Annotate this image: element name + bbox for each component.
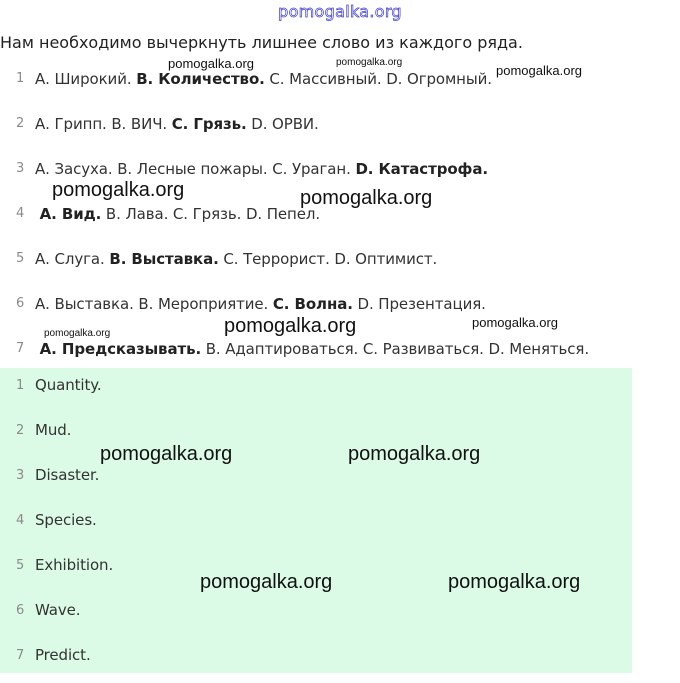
watermark: pomogalka.org <box>200 571 333 593</box>
instruction-text: Нам необходимо вычеркнуть лишнее слово из каждого ряда. <box>0 33 523 52</box>
question-text <box>35 295 486 313</box>
question-text <box>35 205 320 223</box>
odd-word-answer: B. Выставка. <box>109 250 219 268</box>
question-text <box>35 70 492 88</box>
question-text <box>35 115 319 133</box>
answer-number: 4 <box>16 513 25 528</box>
watermark: pomogalka.org <box>496 63 582 78</box>
answer-text: Mud. <box>35 421 72 439</box>
question-number: 3 <box>16 161 25 176</box>
watermark: pomogalka.org <box>472 315 558 330</box>
site-title-text: pomogalka.org <box>278 2 402 21</box>
question-number: 5 <box>16 251 25 266</box>
option-text: C. Террорист. D. Оптимист. <box>218 250 438 268</box>
question-row <box>0 107 632 152</box>
answers-panel <box>0 368 632 673</box>
site-title <box>0 2 680 21</box>
answer-text: Predict. <box>35 646 91 664</box>
watermark: pomogalka.org <box>44 328 111 339</box>
answer-number: 1 <box>16 378 25 393</box>
answer-row <box>0 458 632 503</box>
answer-text: Quantity. <box>35 376 102 394</box>
odd-word-answer: А. Предсказывать. <box>39 340 202 358</box>
option-text: D. Презентация. <box>352 295 486 313</box>
option-text: C. Массивный. D. Огромный. <box>264 70 492 88</box>
answer-text: Disaster. <box>35 466 100 484</box>
option-text: B. Адаптироваться. C. Развиваться. D. Меняться. <box>201 340 590 358</box>
question-row <box>0 242 632 287</box>
watermark: pomogalka.org <box>300 187 433 209</box>
question-number: 7 <box>16 341 25 356</box>
question-text <box>35 160 488 178</box>
odd-word-answer: B. Количество. <box>136 70 265 88</box>
answer-text: Exhibition. <box>35 556 114 574</box>
answer-number: 5 <box>16 558 25 573</box>
answer-text: Species. <box>35 511 97 529</box>
answer-row <box>0 638 632 683</box>
answer-text: Wave. <box>35 601 81 619</box>
watermark: pomogalka.org <box>224 315 357 337</box>
watermark: pomogalka.org <box>348 443 481 465</box>
option-text: B. Лава. C. Грязь. D. Пепел. <box>101 205 321 223</box>
odd-word-answer: А. Вид. <box>39 205 102 223</box>
answer-row <box>0 368 632 413</box>
answer-number: 3 <box>16 468 25 483</box>
watermark: pomogalka.org <box>100 443 233 465</box>
option-text: А. Грипп. B. ВИЧ. <box>35 115 172 133</box>
question-number: 4 <box>16 206 25 221</box>
option-text: А. Выставка. B. Мероприятие. <box>35 295 273 313</box>
option-text: А. Широкий. <box>35 70 137 88</box>
watermark: pomogalka.org <box>52 179 185 201</box>
odd-word-answer: C. Волна. <box>272 295 353 313</box>
watermark: pomogalka.org <box>448 571 581 593</box>
question-text <box>35 250 437 268</box>
answer-number: 2 <box>16 423 25 438</box>
question-number: 2 <box>16 116 25 131</box>
odd-word-answer: D. Катастрофа. <box>355 160 488 178</box>
option-text: А. Засуха. B. Лесные пожары. C. Ураган. <box>35 160 356 178</box>
odd-word-answer: C. Грязь. <box>171 115 247 133</box>
watermark: pomogalka.org <box>168 56 254 71</box>
answer-row <box>0 503 632 548</box>
answer-number: 7 <box>16 648 25 663</box>
option-text: А. Слуга. <box>35 250 110 268</box>
answer-row <box>0 413 632 458</box>
question-text <box>35 340 589 358</box>
watermark: pomogalka.org <box>336 57 403 68</box>
question-number: 1 <box>16 71 25 86</box>
question-number: 6 <box>16 296 25 311</box>
option-text: D. ОРВИ. <box>246 115 319 133</box>
answer-row <box>0 593 632 638</box>
answer-number: 6 <box>16 603 25 618</box>
